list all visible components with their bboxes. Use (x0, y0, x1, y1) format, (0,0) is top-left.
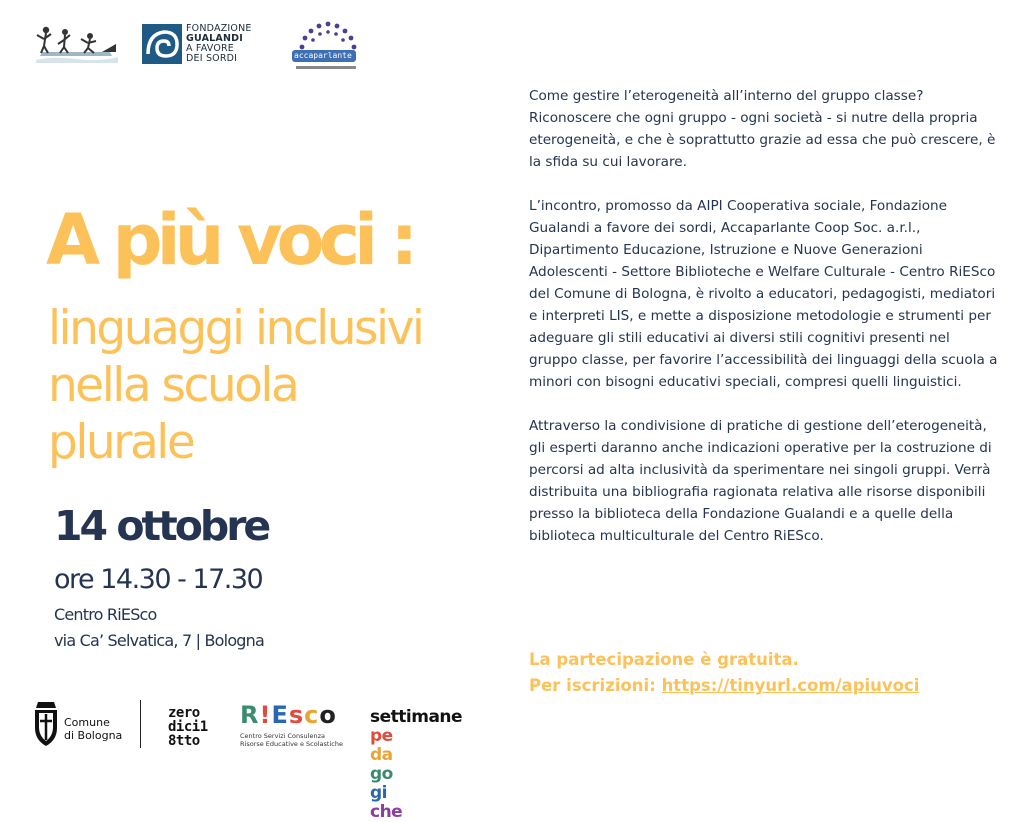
place-address: via Ca’ Selvatica, 7 | Bologna (54, 631, 265, 650)
gualandi-line: DEI SORDI (186, 53, 238, 64)
riesco-logo (240, 702, 360, 754)
registration-label: Per iscrizioni: (529, 676, 656, 695)
description-paragraph: Come gestire l’eterogeneità all’interno del gruppo classe? Riconoscere che ogni gruppo - ogni società - si nutre della propria eterogeneità, e che è soprattutto grazie ad essa che può crescere, è la sfida su cui lavorare. (529, 88, 996, 170)
comune-bologna-logo (32, 698, 132, 750)
settimane-pedagogiche-logo (370, 708, 462, 822)
subtitle-line: nella scuola (48, 358, 298, 413)
comune-line: Comune (64, 716, 110, 729)
free-participation: La partecipazione è gratuita. (529, 650, 799, 669)
event-subtitle (48, 300, 422, 471)
pedagogiche-line: pe da go gi che (370, 726, 403, 822)
accaparlante-mark-icon (288, 18, 368, 76)
zero-line: zero (168, 705, 200, 721)
logo-divider (140, 700, 141, 748)
bologna-crest-icon (32, 698, 60, 748)
place-venue: Centro RiESco (54, 605, 157, 624)
registration-line (529, 673, 919, 699)
gualandi-line: A FAVORE (186, 43, 235, 54)
description-paragraph: Attraverso la condivisione di pratiche di gestione dell’eterogeneità, gli esperti daranno anche indicazioni operative per la costruzione di percorsi ad alta inclusività da sperimentare nei singoli gruppi. Verrà distribuita una bibliografia ragionata relativa alle risorse disponibili presso la biblioteca della Fondazione Gualandi e a quelle della biblioteca multiculturale del Centro RiESco. (529, 418, 992, 544)
riesco-sub-line: Risorse Educative e Scolastiche (240, 740, 343, 748)
call-to-action (529, 647, 919, 699)
registration-link[interactable]: https://tinyurl.com/apiuvoci (661, 676, 920, 695)
riesco-sub-line: Centro Servizi Consulenza (240, 732, 325, 740)
description-paragraph: L’incontro, promosso da AIPI Cooperativa sociale, Fondazione Gualandi a favore dei sordi, Accaparlante Coop Soc. a.r.l., Dipartimento Educazione, Istruzione e Nuove Generazioni Adolescenti - Settore Biblioteche e Welfare Culturale - Centro RiESco del Comune di Bologna, è rivolto a educatori, pedagogisti, mediatori e interpreti LIS, e mette a disposizione metodologie e strumenti per adeguare gli stili educativi ai diversi stili cognitivi presenti nel gruppo classe, per favorire l’accessibilità dei linguaggi della scuola a minori con bisogni educativi speciali, compresi quelli linguistici. (529, 198, 998, 390)
gualandi-line: GUALANDI (186, 33, 243, 44)
comune-line: di Bologna (64, 729, 123, 742)
gualandi-wordmark (186, 24, 252, 64)
accaparlante-name: accaparlante (294, 51, 352, 60)
riesco-subtitle (240, 732, 343, 748)
accaparlante-logo (288, 18, 368, 76)
comune-wordmark (64, 716, 122, 742)
event-date: 14 ottobre (54, 502, 269, 550)
subtitle-line: plurale (48, 415, 194, 470)
riesco-wordmark: R!Esco (240, 701, 337, 729)
gualandi-spiral-icon (142, 24, 182, 64)
zero-line: 8tto (168, 733, 200, 749)
zero-line: dici1 (168, 719, 208, 735)
description-column (529, 85, 999, 547)
settimane-line: settimane (370, 707, 463, 727)
gualandi-line: FONDAZIONE (186, 23, 252, 34)
event-place (54, 602, 264, 654)
aipi-logo-dancers-icon (32, 22, 120, 66)
event-title: A più voci : (46, 199, 413, 281)
gualandi-logo (142, 24, 266, 68)
aipi-logo (32, 22, 120, 66)
zerodiciotto-logo (168, 706, 208, 748)
event-time: ore 14.30 - 17.30 (54, 564, 263, 595)
subtitle-line: linguaggi inclusivi (48, 301, 423, 356)
